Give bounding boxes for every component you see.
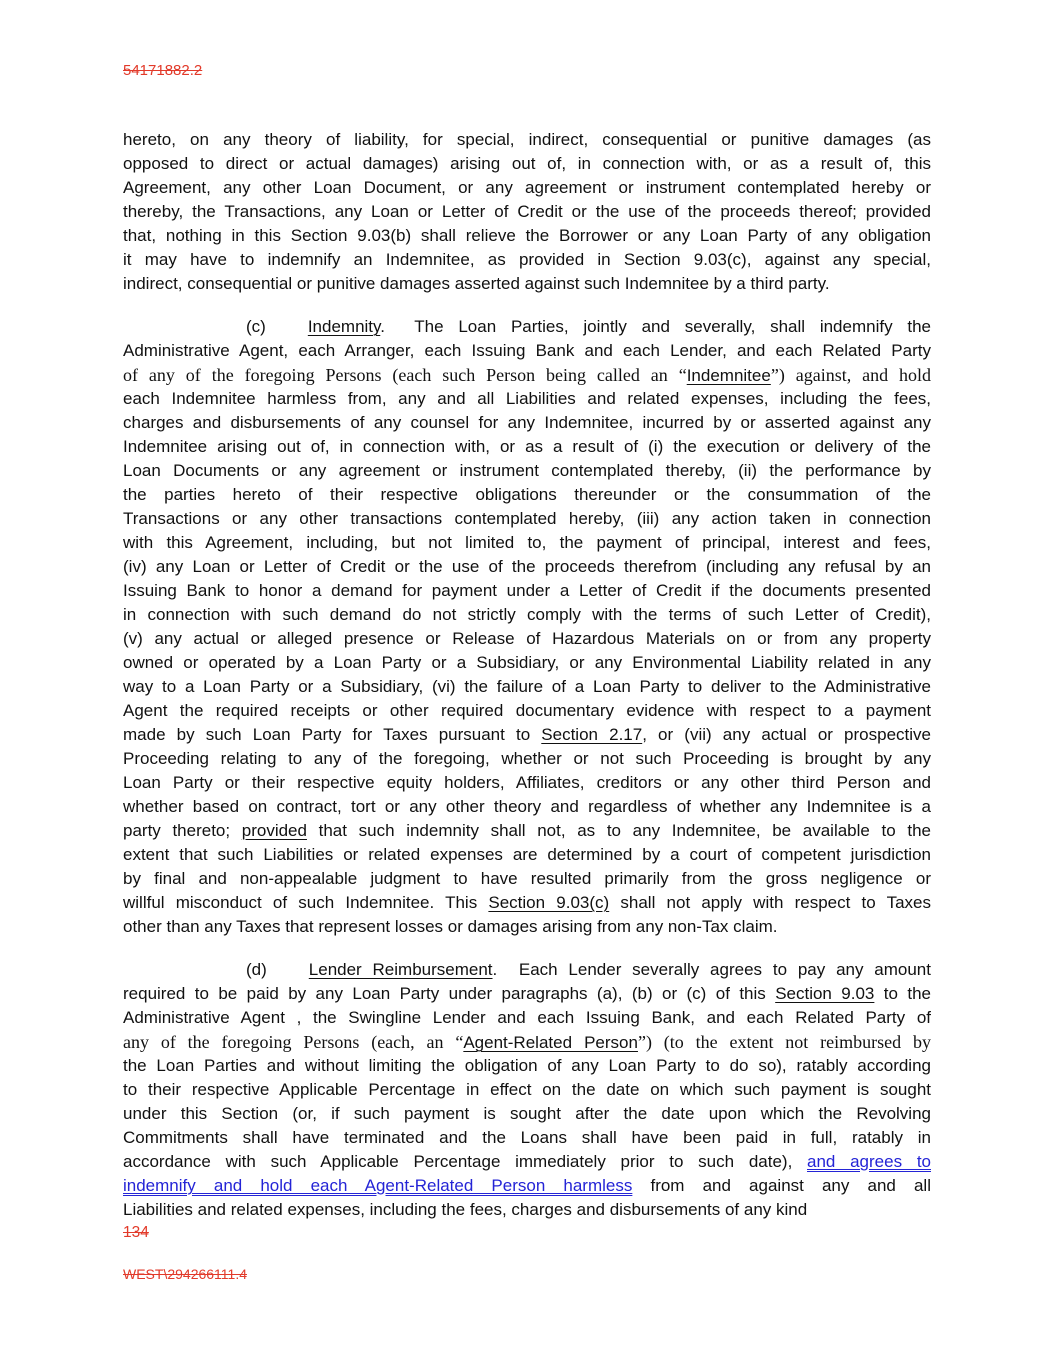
text-line (123, 675, 931, 699)
inserted-text: and agrees to (807, 1152, 931, 1171)
text-run: other than any Taxes that represent losses or damages arising from any non-Tax claim. (123, 917, 778, 936)
text-line (123, 1174, 931, 1198)
text-run: Proceeding relating to any of the foregoing, whether or not such Proceeding is brought by any (123, 749, 931, 768)
text-run: whether based on contract, tort or any other theory and regardless of whether any Indemnitee is a (123, 797, 931, 816)
text-run: indirect, consequential or punitive damages asserted against such Indemnitee by a third party. (123, 274, 830, 293)
text-run: in connection with such demand do not strictly comply with the terms of such Letter of Credit), (123, 605, 931, 624)
text-line (123, 363, 931, 387)
text-run: to the (874, 984, 931, 1003)
text-line (123, 1030, 931, 1054)
text-run: thereby, the Transactions, any Loan or Letter of Credit or the use of the proceeds thereof; provided (123, 202, 931, 221)
text-run: opposed to direct or actual damages) arising out of, in connection with, or as a result of, this (123, 154, 931, 173)
text-run: the Loan Parties and without limiting the obligation of any Loan Party to do so), ratably according (123, 1056, 931, 1075)
text-line (123, 315, 931, 339)
text-line (123, 272, 931, 296)
text-line (123, 1102, 931, 1126)
text-run: . Each Lender severally agrees to pay any amount (492, 960, 931, 979)
text-run: that such indemnity shall not, as to any Indemnitee, be available to the (306, 821, 931, 840)
text-line (123, 1078, 931, 1102)
paragraph (123, 958, 931, 1222)
text-run: required to be paid by any Loan Party under paragraphs (a), (b) or (c) of this (123, 984, 776, 1003)
text-run: party thereto; (123, 821, 242, 840)
text-run: Liabilities and related expenses, including the fees, charges and disbursements of any kind (123, 1200, 808, 1219)
text-line (123, 224, 931, 248)
footer-page-number: 134 (123, 1224, 149, 1241)
text-run: (d) (246, 960, 267, 979)
text-run: Administrative Agent, each Arranger, each Issuing Bank and each Lender, and each Related Party (123, 341, 931, 360)
text-run: (c) (246, 317, 266, 336)
text-run: accordance with such Applicable Percentage immediately prior to such date), (123, 1152, 808, 1171)
text-run: each Indemnitee harmless from, any and all Liabilities and related expenses, including the fees, (123, 389, 931, 408)
text-line (123, 747, 931, 771)
text-line (123, 1126, 931, 1150)
text-run: under this Section (or, if such payment is sought after the date upon which the Revolving (123, 1104, 931, 1123)
text-run: . The Loan Parties, jointly and severally, shall indemnify the (380, 317, 931, 336)
text-line (123, 507, 931, 531)
text-run: that, nothing in this Section 9.03(b) shall relieve the Borrower or any Loan Party of any obligation (123, 226, 931, 245)
text-line (123, 699, 931, 723)
underlined-term: Indemnitee (686, 366, 771, 385)
text-run: to their respective Applicable Percentage in effect on the date on which such payment is sought (123, 1080, 931, 1099)
text-run: Loan Documents or any agreement or instrument contemplated thereby, (ii) the performance by (123, 461, 931, 480)
serif-run: of any of the foregoing Persons (each such Person being called an “ (123, 365, 687, 385)
text-line (123, 627, 931, 651)
text-run: (iv) any Loan or Letter of Credit or the use of the proceeds therefrom (including any refusal by an (123, 557, 931, 576)
text-run: Administrative Agent , the Swingline Lender and each Issuing Bank, and each Related Party of (123, 1008, 931, 1027)
document-body (123, 128, 931, 1222)
paragraph (123, 315, 931, 939)
text-line (123, 982, 931, 1006)
text-run: Indemnitee arising out of, in connection with, or as a result of (i) the execution or delivery of the (123, 437, 931, 456)
text-run: way to a Loan Party or a Subsidiary, (vi) the failure of a Loan Party to deliver to the Administrative (123, 677, 931, 696)
text-run: willful misconduct of such Indemnitee. This (123, 893, 489, 912)
text-run: charges and disbursements of any counsel for any Indemnitee, incurred by or asserted against any (123, 413, 931, 432)
text-line (123, 248, 931, 272)
underlined-term: Section 2.17 (541, 725, 643, 744)
underlined-term: Lender Reimbursement (308, 960, 493, 979)
serif-run: ”) (to the extent not reimbursed by (637, 1032, 931, 1052)
text-run: from and against any and all (632, 1176, 931, 1195)
text-line (123, 771, 931, 795)
text-line (123, 459, 931, 483)
text-run: Agreement, any other Loan Document, or any agreement or instrument contemplated hereby or (123, 178, 931, 197)
text-line (123, 1198, 931, 1222)
underlined-term: Section 9.03 (775, 984, 875, 1003)
text-line (123, 1150, 931, 1174)
text-line (123, 843, 931, 867)
text-line (123, 915, 931, 939)
text-run: it may have to indemnify an Indemnitee, as provided in Section 9.03(c), against any special, (123, 250, 931, 269)
text-run: hereto, on any theory of liability, for special, indirect, consequential or punitive damages (as (123, 130, 931, 149)
inserted-text: indemnify and hold each Agent-Related Person harmless (123, 1176, 633, 1195)
underlined-term: Section 9.03(c) (488, 893, 610, 912)
text-line (123, 128, 931, 152)
text-run: (v) any actual or alleged presence or Release of Hazardous Materials on or from any property (123, 629, 931, 648)
text-line (123, 819, 931, 843)
text-run: shall not apply with respect to Taxes (609, 893, 931, 912)
text-line (123, 1006, 931, 1030)
serif-run: ”) against, and hold (770, 365, 931, 385)
header-doc-number: 54171882.2 (123, 62, 203, 79)
text-run: Issuing Bank to honor a demand for payment under a Letter of Credit if the documents presented (123, 581, 931, 600)
text-line (123, 411, 931, 435)
underlined-term: provided (241, 821, 307, 840)
text-line (123, 435, 931, 459)
text-line (123, 958, 931, 982)
text-line (123, 723, 931, 747)
text-run: with this Agreement, including, but not limited to, the payment of principal, interest and fees, (123, 533, 931, 552)
footer-doc-id: WEST\294266111.4 (123, 1266, 248, 1282)
text-line (123, 531, 931, 555)
text-run: by final and non-appealable judgment to have resulted primarily from the gross negligence or (123, 869, 931, 888)
text-run: Commitments shall have terminated and the Loans shall have been paid in full, ratably in (123, 1128, 931, 1147)
text-line (123, 867, 931, 891)
text-run: Agent the required receipts or other required documentary evidence with respect to a payment (123, 701, 931, 720)
text-line (123, 795, 931, 819)
text-line (123, 1054, 931, 1078)
text-run: made by such Loan Party for Taxes pursuant to (123, 725, 542, 744)
text-line (123, 651, 931, 675)
text-line (123, 603, 931, 627)
text-line (123, 891, 931, 915)
text-run: Loan Party or their respective equity holders, Affiliates, creditors or any other third Person and (123, 773, 931, 792)
text-line (123, 483, 931, 507)
text-line (123, 200, 931, 224)
text-line (123, 176, 931, 200)
text-line (123, 387, 931, 411)
text-line (123, 339, 931, 363)
text-run: the parties hereto of their respective obligations thereunder or the consummation of the (123, 485, 931, 504)
text-run: owned or operated by a Loan Party or a Subsidiary, or any Environmental Liability related in any (123, 653, 931, 672)
serif-run: any of the foregoing Persons (each, an “ (123, 1032, 464, 1052)
text-run: extent that such Liabilities or related expenses are determined by a court of competent jurisdiction (123, 845, 931, 864)
text-run: Transactions or any other transactions contemplated hereby, (iii) any action taken in connection (123, 509, 931, 528)
text-line (123, 579, 931, 603)
paragraph (123, 128, 931, 296)
text-line (123, 555, 931, 579)
underlined-term: Agent-Related Person (463, 1033, 638, 1052)
text-line (123, 152, 931, 176)
underlined-term: Indemnity (307, 317, 381, 336)
text-run: , or (vii) any actual or prospective (642, 725, 931, 744)
